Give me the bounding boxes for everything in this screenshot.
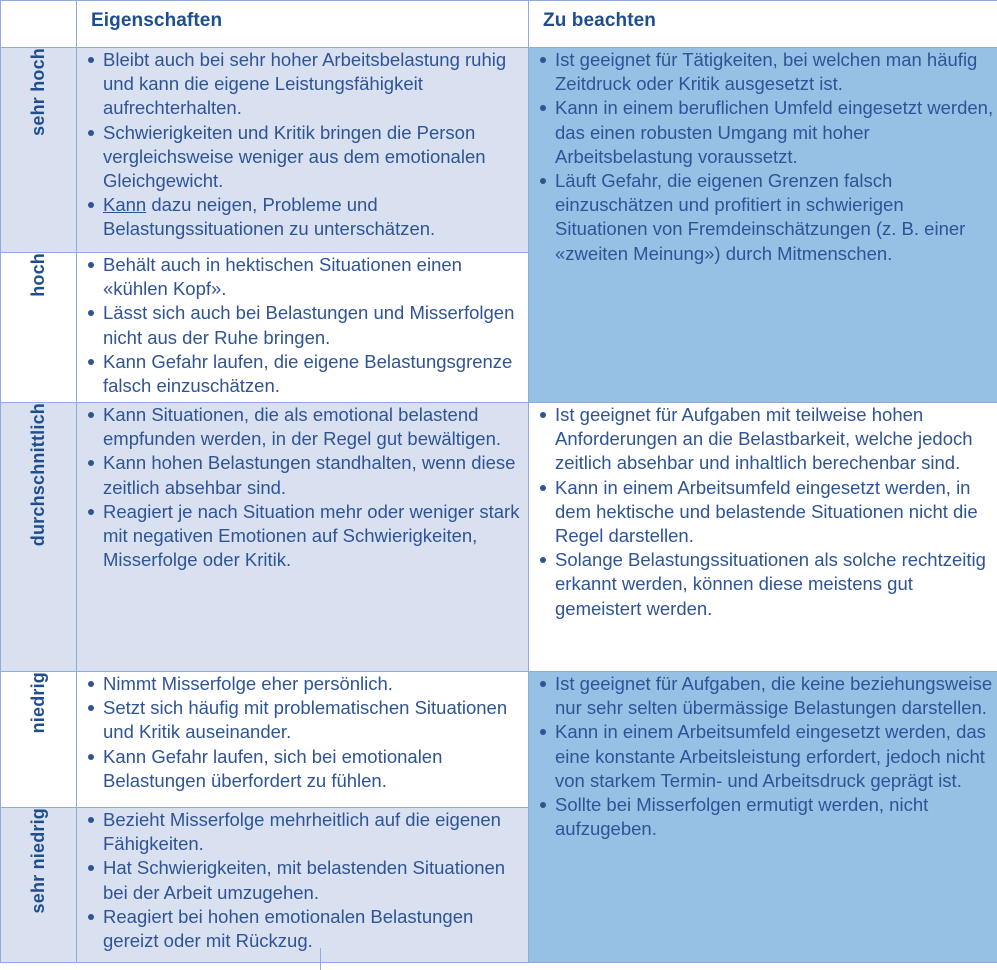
list-item: Lässt sich auch bei Belastungen und Misserfolgen nicht aus der Ruhe bringen. xyxy=(103,301,528,349)
table-body xyxy=(1,48,997,963)
list-item: Kann in einem Arbeitsumfeld eingesetzt werden, in dem hektische und belastende Situationen nicht die Regel darstellen. xyxy=(555,476,997,549)
page-edge-tick-mark xyxy=(320,948,321,970)
list-item: Reagiert bei hohen emotionalen Belastungen gereizt oder mit Rückzug. xyxy=(103,905,528,953)
list-item: Kann Gefahr laufen, die eigene Belastungsgrenze falsch einzuschätzen. xyxy=(103,350,528,398)
list-item: Bezieht Misserfolge mehrheitlich auf die eigenen Fähigkeiten. xyxy=(103,808,528,856)
list-item: Hat Schwierigkeiten, mit belastenden Situationen bei der Arbeit umzugehen. xyxy=(103,856,528,904)
list-item: Schwierigkeiten und Kritik bringen die Person vergleichsweise weniger aus dem emotionalen Gleichgewicht. xyxy=(103,121,528,194)
header-zu-beachten: Zu beachten xyxy=(529,1,997,48)
notes-cell-durchschnittlich xyxy=(529,403,997,672)
level-label-text: sehr niedrig xyxy=(28,808,48,914)
header-eigenschaften: Eigenschaften xyxy=(77,1,529,48)
level-label-text: sehr hoch xyxy=(28,48,48,136)
table-row-niedrig xyxy=(1,672,997,808)
level-label-niedrig xyxy=(1,672,77,808)
list-item: Ist geeignet für Aufgaben, die keine beziehungsweise nur sehr selten übermässige Belastungen darstellen. xyxy=(555,672,997,720)
table-row-sehr-hoch xyxy=(1,48,997,253)
list-item: Reagiert je nach Situation mehr oder weniger stark mit negativen Emotionen auf Schwierigkeiten, Misserfolge oder Kritik. xyxy=(103,500,528,573)
level-label-durchschnittlich xyxy=(1,403,77,672)
level-label-sehr-niedrig xyxy=(1,808,77,963)
header-level-blank xyxy=(1,1,77,48)
list-item: Bleibt auch bei sehr hoher Arbeitsbelastung ruhig und kann die eigene Leistungsfähigkeit aufrechterhalten. xyxy=(103,48,528,121)
table-header xyxy=(1,1,997,48)
properties-bullet-list xyxy=(77,403,528,572)
properties-bullet-list xyxy=(77,48,528,242)
list-item: Kann Situationen, die als emotional belastend empfunden werden, in der Regel gut bewältigen. xyxy=(103,403,528,451)
header-row xyxy=(1,1,997,48)
notes-bullet-list xyxy=(529,48,997,266)
list-item: Kann Gefahr laufen, sich bei emotionalen Belastungen überfordert zu fühlen. xyxy=(103,745,528,793)
level-label-sehr-hoch xyxy=(1,48,77,253)
level-label-text: niedrig xyxy=(28,672,48,734)
properties-bullet-list xyxy=(77,253,528,398)
properties-bullet-list xyxy=(77,672,528,793)
notes-bullet-list xyxy=(529,672,997,841)
notes-bullet-list xyxy=(529,403,997,621)
list-item xyxy=(103,193,528,241)
list-item-rest: dazu neigen, Probleme und Belastungssituationen zu unterschätzen. xyxy=(103,194,436,240)
table-row-durchschnittlich xyxy=(1,403,997,672)
list-item: Kann in einem beruflichen Umfeld eingesetzt werden, das einen robusten Umgang mit hoher Arbeitsbelastung voraussetzt. xyxy=(555,96,997,169)
list-item: Sollte bei Misserfolgen ermutigt werden, nicht aufzugeben. xyxy=(555,793,997,841)
list-item: Solange Belastungssituationen als solche rechtzeitig erkannt werden, können diese meistens gut gemeistert werden. xyxy=(555,548,997,621)
list-item: Ist geeignet für Tätigkeiten, bei welchen man häufig Zeitdruck oder Kritik ausgesetzt ist. xyxy=(555,48,997,96)
list-item: Setzt sich häufig mit problematischen Situationen und Kritik auseinander. xyxy=(103,696,528,744)
properties-cell-niedrig xyxy=(77,672,529,808)
properties-cell-durchschnittlich xyxy=(77,403,529,672)
properties-cell-sehr-niedrig xyxy=(77,808,529,963)
level-label-text: durchschnittlich xyxy=(28,403,48,547)
level-label-text: hoch xyxy=(28,253,48,297)
list-item: Nimmt Misserfolge eher persönlich. xyxy=(103,672,528,696)
list-item: Ist geeignet für Aufgaben mit teilweise hohen Anforderungen an die Belastbarkeit, welche jedoch zeitlich absehbar und inhaltlich berechenbar sind. xyxy=(555,403,997,476)
notes-cell-niedrig-group xyxy=(529,672,997,963)
list-item: Läuft Gefahr, die eigenen Grenzen falsch einzuschätzen und profitiert in schwierigen Situationen von Fremdeinschätzungen (z. B. einer «zweiten Meinung») durch Mitmenschen. xyxy=(555,169,997,266)
properties-cell-sehr-hoch xyxy=(77,48,529,253)
properties-bullet-list xyxy=(77,808,528,953)
properties-cell-hoch xyxy=(77,253,529,403)
notes-cell-hoch-group xyxy=(529,48,997,403)
level-label-hoch xyxy=(1,253,77,403)
list-item: Behält auch in hektischen Situationen einen «kühlen Kopf». xyxy=(103,253,528,301)
underlined-word: Kann xyxy=(103,194,147,216)
list-item: Kann hohen Belastungen standhalten, wenn diese zeitlich absehbar sind. xyxy=(103,451,528,499)
list-item: Kann in einem Arbeitsumfeld eingesetzt werden, das eine konstante Arbeitsleistung erfordert, jedoch nicht von starkem Termin- und Arbeitsdruck geprägt ist. xyxy=(555,720,997,793)
